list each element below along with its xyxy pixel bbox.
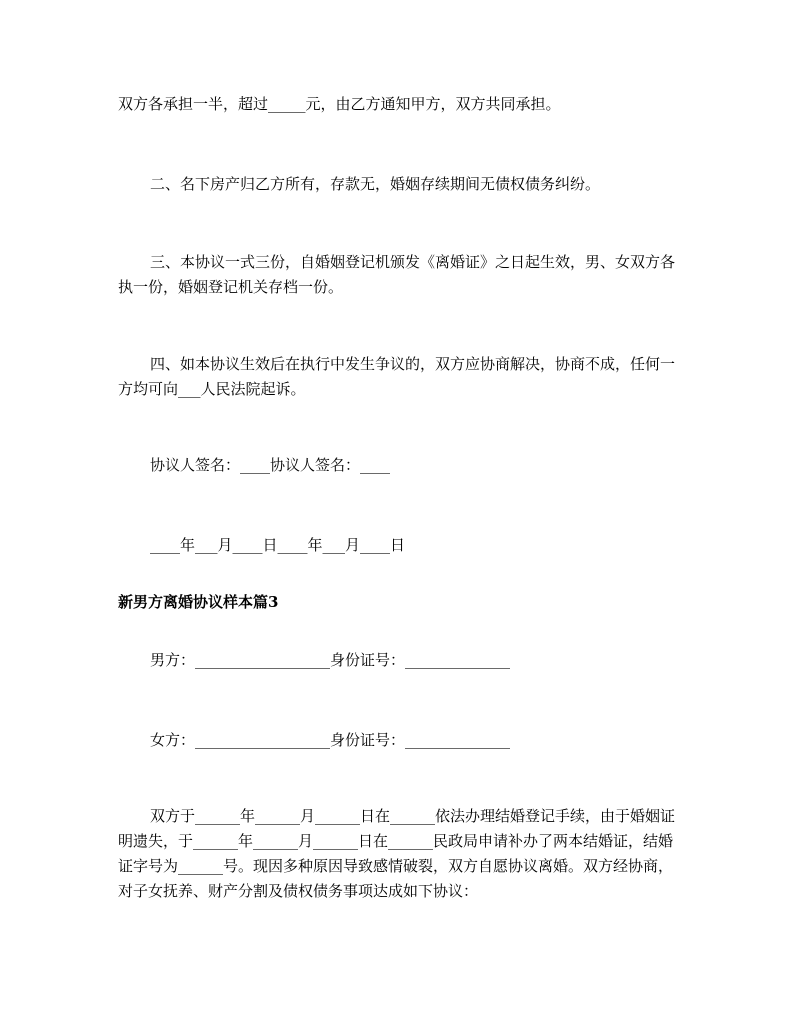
signature-line: 协议人签名：____协议人签名：____: [150, 456, 391, 474]
male-party-line: 男方：__________________身份证号：______________: [150, 651, 511, 669]
paragraph-clause-3: 三、本协议一式三份，自婚姻登记机颁发《离婚证》之日起生效，男、女双方各执一份，婚姻登记机关存档一份。: [118, 253, 676, 296]
paragraph-clause-4: 四、如本协议生效后在执行中发生争议的，双方应协商解决，协商不成，任何一方均可向___人民法院起诉。: [118, 355, 676, 398]
female-party-line: 女方：__________________身份证号：______________: [150, 731, 511, 749]
section-heading: 新男方离婚协议样本篇3: [118, 593, 279, 611]
paragraph-clause-2: 二、名下房产归乙方所有，存款无，婚姻存续期间无债权债务纠纷。: [150, 175, 601, 193]
paragraph-cost-sharing: 双方各承担一半，超过_____元，由乙方通知甲方，双方共同承担。: [118, 95, 561, 113]
date-line: ____年___月____日____年___月____日: [150, 536, 406, 554]
paragraph-marriage-registration: 双方于______年______月______日在______依法办理结婚登记手续，由于婚姻证明遗失，于______年______月______日在______民政局申请补办了两本结婚证，结婚证字号为______号。现因多种原因导致感情破裂，双方自愿协议离婚。双方经协商，对子女抚养、财产分割及债权债务事项达成如下协议：: [118, 807, 676, 900]
